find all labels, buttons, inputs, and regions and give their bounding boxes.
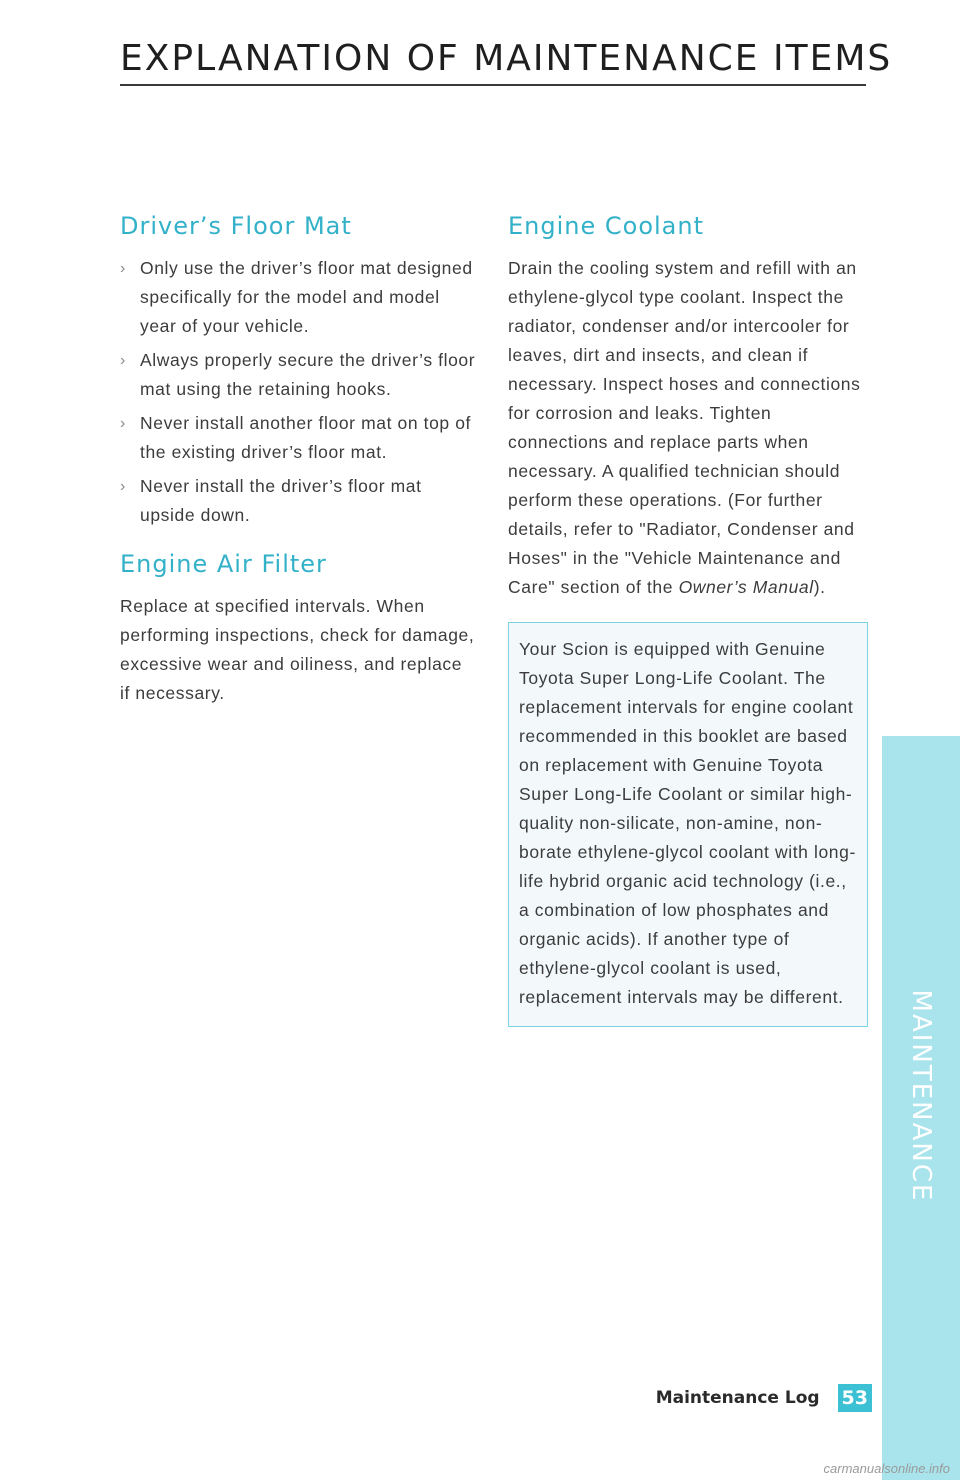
list-item-text: Never install another floor mat on top of the existing driver’s floor mat. xyxy=(140,413,472,462)
floor-mat-heading: Driver’s Floor Mat xyxy=(120,212,352,240)
list-item-text: Never install the driver’s floor mat upside down. xyxy=(140,476,422,525)
list-item-text: Always properly secure the driver’s floor mat using the retaining hooks. xyxy=(140,350,476,399)
footer-label: Maintenance Log xyxy=(655,1388,820,1408)
list-item xyxy=(120,254,476,341)
page-title: EXPLANATION OF MAINTENANCE ITEMS xyxy=(120,38,893,79)
list-item xyxy=(120,346,476,404)
left-column xyxy=(120,212,476,708)
footer xyxy=(656,1384,872,1412)
watermark: carmanualsonline.info xyxy=(823,1461,950,1476)
page-number-badge: 53 xyxy=(838,1384,872,1412)
air-filter-heading: Engine Air Filter xyxy=(120,550,327,578)
title-rule xyxy=(120,84,866,86)
chevron-right-icon: › xyxy=(120,260,126,277)
chevron-right-icon: › xyxy=(120,352,126,369)
floor-mat-list xyxy=(120,254,476,530)
section-side-tab xyxy=(882,736,960,1480)
coolant-heading: Engine Coolant xyxy=(508,212,705,240)
right-column xyxy=(508,212,868,1027)
list-item xyxy=(120,472,476,530)
chevron-right-icon: › xyxy=(120,415,126,432)
side-tab-label: MAINTENANCE xyxy=(906,989,936,1203)
list-item-text: Only use the driver’s floor mat designed specifically for the model and model year of your vehicle. xyxy=(140,258,473,336)
air-filter-body: Replace at specified intervals. When performing inspections, check for damage, excessive wear and oiliness, and replace if necessary. xyxy=(120,596,475,703)
coolant-body-text: Drain the cooling system and refill with an ethylene-glycol type coolant. Inspect the radiator, condenser and/or intercooler for leaves, dirt and insects, and clean if necessary. Inspect hoses and connections for corrosion and leaks. Tighten connections and replace parts when necessary. A qualified technician should perform these operations. (For further details, refer to "Radiator, Condenser and Hoses" in the "Vehicle Maintenance and Care" section of the xyxy=(508,258,861,597)
coolant-note-text: Your Scion is equipped with Genuine Toyota Super Long-Life Coolant. The replacement intervals for engine coolant recommended in this booklet are based on replacement with Genuine Toyota Super Long-Life Coolant or similar high-quality non-silicate, non-amine, non-borate ethylene-glycol coolant with long-life hybrid organic acid technology (i.e., a combination of low phosphates and organic acids). If another type of ethylene-glycol coolant is used, replacement intervals may be different. xyxy=(519,639,856,1007)
coolant-note-box xyxy=(508,622,868,1027)
owners-manual-title: Owner’s Manual xyxy=(678,577,814,597)
coolant-body xyxy=(508,254,868,602)
coolant-body-end: ). xyxy=(813,577,826,597)
list-item xyxy=(120,409,476,467)
chevron-right-icon: › xyxy=(120,478,126,495)
